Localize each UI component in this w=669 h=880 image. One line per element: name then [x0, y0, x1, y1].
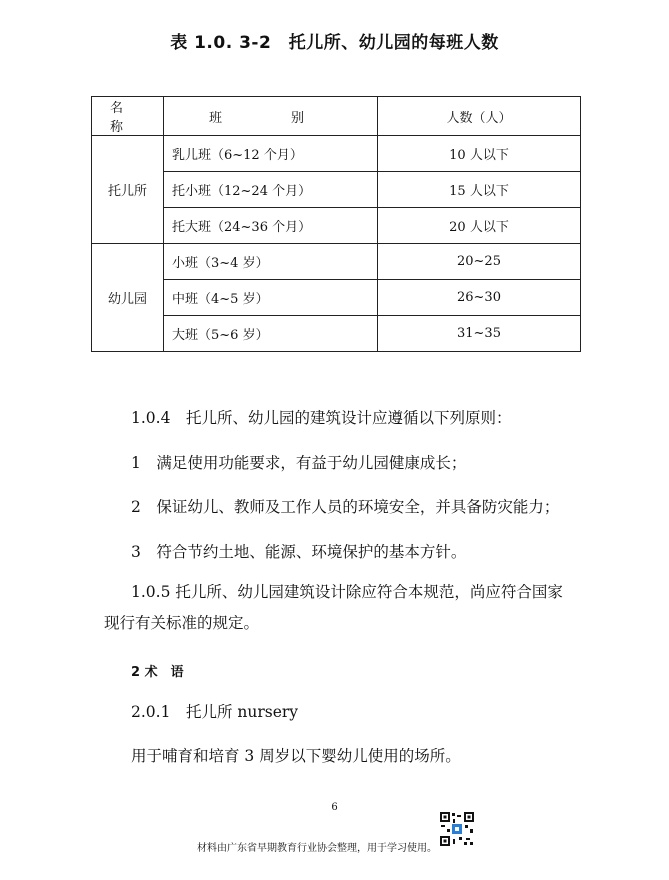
header-class: 班 别: [164, 97, 378, 136]
count-cell: 31~35: [378, 316, 581, 352]
term-2-0-1: 2.0.1 托儿所 nursery: [131, 703, 299, 721]
table-row: [92, 172, 581, 208]
table-row: [92, 136, 581, 172]
qr-code-icon: [439, 811, 475, 847]
count-cell: 15 人以下: [378, 172, 581, 208]
count-cell: 26~30: [378, 280, 581, 316]
class-cell: 托大班（24~36 个月）: [164, 208, 378, 244]
class-cell: 大班（5~6 岁）: [164, 316, 378, 352]
class-cell: 托小班（12~24 个月）: [164, 172, 378, 208]
table-header-row: [92, 97, 581, 136]
footer-note: 材料由广东省早期教育行业协会整理，用于学习使用。: [197, 843, 437, 854]
count-cell: 20 人以下: [378, 208, 581, 244]
class-cell: 乳儿班（6~12 个月）: [164, 136, 378, 172]
principle-item-1: 1 满足使用功能要求，有益于幼儿园健康成长；: [131, 454, 467, 472]
header-count: 人数（人）: [378, 97, 581, 136]
table-row: [92, 244, 581, 280]
page-number: 6: [331, 802, 338, 813]
table-title: 表 1.0. 3-2 托儿所、幼儿园的每班人数: [170, 33, 499, 53]
section-heading: 2 术 语: [131, 665, 184, 680]
clause-1-0-5: 1.0.5 托儿所、幼儿园建筑设计除应符合本规范，尚应符合国家现行有关标准的规定。: [104, 583, 563, 632]
term-2-0-1-definition: 用于哺育和培育 3 周岁以下婴幼儿使用的场所。: [131, 747, 461, 765]
count-cell: 10 人以下: [378, 136, 581, 172]
table-row: [92, 208, 581, 244]
header-name: 名 称: [92, 97, 164, 136]
group-name: 幼儿园: [92, 244, 164, 352]
table-row: [92, 280, 581, 316]
principle-item-3: 3 符合节约土地、能源、环境保护的基本方针。: [131, 543, 467, 561]
table-row: [92, 316, 581, 352]
principle-item-2: 2 保证幼儿、教师及工作人员的环境安全，并具备防灾能力；: [131, 498, 560, 516]
class-cell: 小班（3~4 岁）: [164, 244, 378, 280]
group-name: 托儿所: [92, 136, 164, 244]
class-size-table: [91, 96, 581, 352]
clause-1-0-4: 1.0.4 托儿所、幼儿园的建筑设计应遵循以下列原则：: [131, 409, 512, 427]
count-cell: 20~25: [378, 244, 581, 280]
class-cell: 中班（4~5 岁）: [164, 280, 378, 316]
